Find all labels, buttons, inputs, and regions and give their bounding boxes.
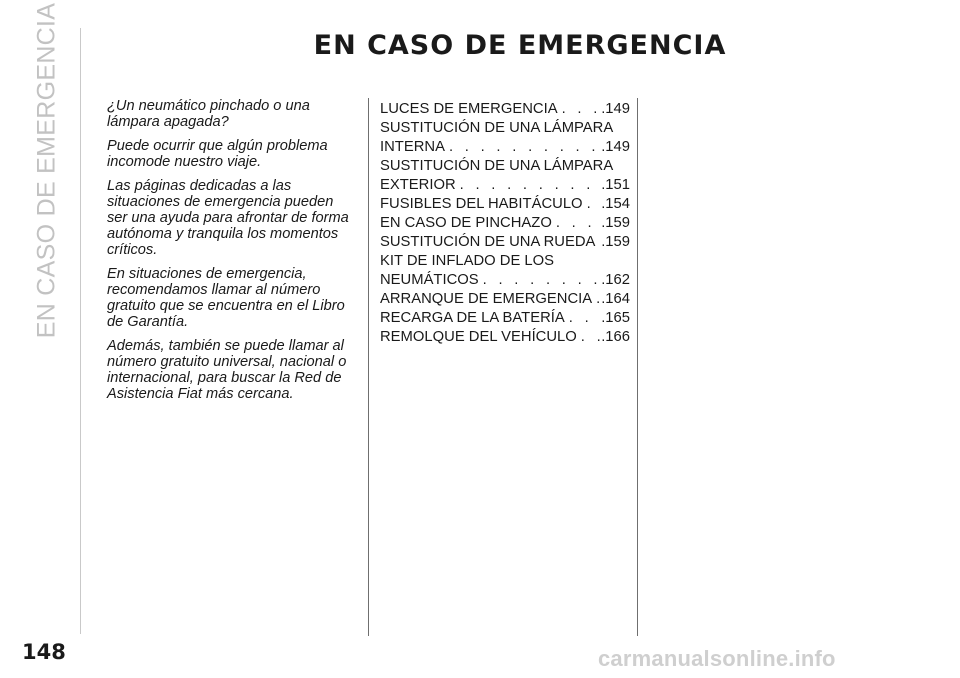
toc-entry-title: EN CASO DE PINCHAZO	[380, 215, 552, 231]
toc-page-number: .164	[601, 291, 630, 307]
toc-entry-title: EXTERIOR	[380, 177, 456, 193]
toc-entry	[380, 252, 630, 290]
toc-entry	[380, 195, 630, 214]
toc-entry	[380, 214, 630, 233]
toc-entry-title: LUCES DE EMERGENCIA	[380, 101, 558, 117]
toc-entry	[380, 157, 630, 195]
column-divider-left	[368, 98, 369, 636]
toc-entry-line	[380, 214, 630, 233]
watermark-text: carmanualsonline.info	[598, 646, 836, 671]
toc-entry-title-line: SUSTITUCIÓN DE UNA LÁMPARA	[380, 158, 614, 174]
toc-page-number: .151	[601, 177, 630, 193]
toc-entry	[380, 100, 630, 119]
side-divider	[80, 28, 81, 634]
toc-page-number: .149	[601, 139, 630, 155]
toc-leader-dots	[479, 271, 601, 290]
toc-entry	[380, 233, 630, 252]
toc-entry-title: ARRANQUE DE EMERGENCIA	[380, 291, 593, 307]
toc-entry	[380, 290, 630, 309]
toc-entry-line	[380, 100, 630, 119]
toc-entry-title: SUSTITUCIÓN DE UNA RUEDA	[380, 234, 596, 250]
toc-leader-dots	[558, 100, 601, 119]
toc-leader-dots	[583, 195, 601, 214]
toc-entry	[380, 309, 630, 328]
toc-entry-title-line: KIT DE INFLADO DE LOS	[380, 253, 555, 269]
intro-paragraph: Puede ocurrir que algún problema incomode nuestro viaje.	[107, 138, 328, 170]
toc-entry-line	[380, 176, 630, 195]
intro-paragraph: Además, también se puede llamar al número gratuito universal, nacional o internacional, para buscar la Red de Asistencia Fiat más cercana.	[107, 338, 347, 402]
toc-entry-title: RECARGA DE LA BATERÍA	[380, 310, 565, 326]
toc-page-number: .166	[601, 329, 630, 345]
toc-entry-line	[380, 271, 630, 290]
toc-leader-dots	[445, 138, 600, 157]
toc-page-number: .159	[601, 215, 630, 231]
intro-paragraph: Las páginas dedicadas a las situaciones de emergencia pueden ser una ayuda para afrontar de forma autónoma y tranquila los momentos críticos.	[107, 178, 349, 258]
toc-entry	[380, 328, 630, 347]
toc-entry-line	[380, 328, 630, 347]
toc-entry-title: REMOLQUE DEL VEHÍCULO	[380, 329, 577, 345]
toc-page-number: .162	[601, 272, 630, 288]
toc-entry-line	[380, 195, 630, 214]
side-section-label-text: EN CASO DE EMERGENCIA	[32, 2, 61, 338]
intro-paragraph: En situaciones de emergencia, recomendamos llamar al número gratuito que se encuentra en el Libro de Garantía.	[107, 266, 345, 330]
table-of-contents	[380, 100, 630, 347]
toc-entry	[380, 119, 630, 157]
toc-entry-line	[380, 138, 630, 157]
toc-entry-title-line: SUSTITUCIÓN DE UNA LÁMPARA	[380, 120, 614, 136]
toc-page-number: .165	[601, 310, 630, 326]
toc-entry-title: INTERNA	[380, 139, 445, 155]
intro-text	[107, 98, 357, 410]
toc-leader-dots	[577, 328, 600, 347]
page-number: 148	[22, 640, 66, 664]
page-title: EN CASO DE EMERGENCIA	[313, 30, 727, 61]
toc-leader-dots	[456, 176, 601, 195]
toc-leader-dots	[552, 214, 600, 233]
side-section-label	[12, 2, 82, 338]
toc-page-number: .149	[601, 101, 630, 117]
column-divider-right	[637, 98, 638, 636]
toc-leader-dots	[565, 309, 600, 328]
toc-entry-title: FUSIBLES DEL HABITÁCULO	[380, 196, 583, 212]
toc-leader-dots	[592, 290, 600, 309]
toc-page-number: .154	[601, 196, 630, 212]
toc-page-number: .159	[601, 234, 630, 250]
toc-entry-title: NEUMÁTICOS	[380, 272, 479, 288]
toc-entry-line	[380, 309, 630, 328]
toc-entry-line	[380, 233, 630, 252]
toc-entry-line	[380, 290, 630, 309]
intro-paragraph: ¿Un neumático pinchado o una lámpara apagada?	[107, 98, 310, 130]
